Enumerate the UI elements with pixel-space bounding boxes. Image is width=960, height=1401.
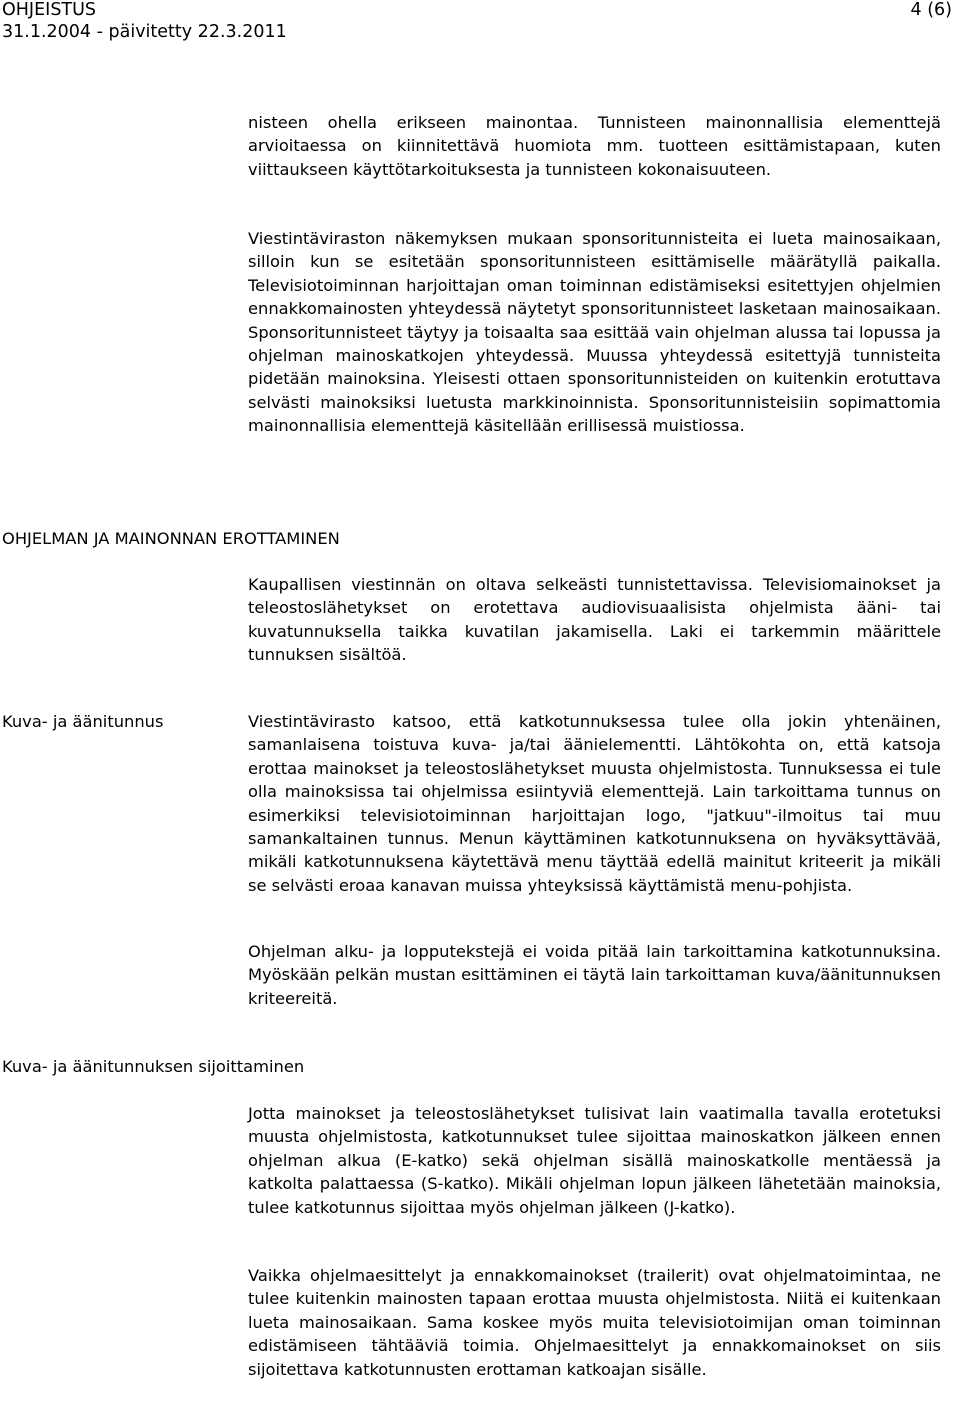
page-number: 4 (6): [910, 0, 952, 20]
paragraph-sponsoritunnisteet: Viestintäviraston näkemyksen mukaan sponsoritunnisteita ei lueta mainosaikaan, silloin kun se esitetään sponsoritunnisteen esittämiselle määrätyllä paikalla. Televisiotoiminnan harjoittajan oman toiminnan edistämiseksi esitettyjen ohjelmien ennakkomainosten yhteydessä näytetyt sponsoritunnisteet lasketaan mainosaikaan. Sponsoritunnisteet täytyy ja toisaalta saa esittää vain ohjelman alussa tai lopussa ja ohjelman mainoskatkojen yhteydessä. Muussa yhteydessä esitettyjä tunnisteita pidetään mainoksina. Yleisesti ottaen sponsoritunnisteiden on kuitenkin erotuttava selvästi mainoksiksi luetusta markkinoinnista. Sponsoritunnisteisiin sopimattomia mainonnallisia elementtejä käsitellään erillisessä muistiossa.: [248, 229, 941, 436]
paragraph-katkotunnus: Viestintävirasto katsoo, että katkotunnuksessa tulee olla jokin yhtenäinen, samanlaisena toistuva kuva- ja/tai äänielementti. Lähtökohta on, että katsoja erottaa mainokset ja teleostoslähetykset muusta ohjelmistosta. Tunnuksessa ei tule olla mainoksissa tai ohjelmissa esiintyviä elementtejä. Lain tarkoittama tunnus on esimerkiksi televisiotoiminnan harjoittajan logo, "jatkuu"-ilmoitus tai muu samankaltainen tunnus. Menun käyttäminen katkotunnuksena on hyväksyttävää, mikäli katkotunnuksena käytettävä menu täyttää edellä mainitut kriteerit ja mikäli se selvästi eroaa kanavan muissa yhteyksissä käyttämistä menu-pohjista.: [248, 712, 941, 895]
paragraph-alku-lopputekstit: Ohjelman alku- ja lopputekstejä ei voida pitää lain tarkoittamina katkotunnuksina. Myöskään pelkän mustan esittäminen ei täytä lain tarkoittaman kuva/äänitunnuksen kriteereitä.: [248, 942, 941, 1008]
subheading-sijoittaminen: Kuva- ja äänitunnuksen sijoittaminen: [2, 1057, 305, 1076]
document-title: OHJEISTUS: [2, 0, 97, 20]
paragraph-kaupallinen-viestinta: Kaupallisen viestinnän on oltava selkeästi tunnistettavissa. Televisiomainokset ja teleostoslähetykset on erotettava audiovisuaalisista ohjelmista ääni- tai kuvatunnuksella taikka kuvatilan jakamisella. Laki ei tarkemmin määrittele tunnuksen sisältöä.: [248, 575, 941, 665]
paragraph-tunnisteen-mainonta: nisteen ohella erikseen mainontaa. Tunnisteen mainonnallisia elementtejä arvioitaessa on kiinnitettävä huomiota mm. tuotteen esittämistapaan, kuten viittaukseen käyttötarkoituksesta ja tunnisteen kokonaisuuteen.: [248, 113, 941, 179]
paragraph-ohjelmaesittelyt: Vaikka ohjelmaesittelyt ja ennakkomainokset (trailerit) ovat ohjelmatoimintaa, ne tulee kuitenkin mainosten tapaan erottaa muusta ohjelmistosta. Niitä ei kuitenkaan lueta mainosaikaan. Sama koskee myös muita televisiotoimijan oman toiminnan edistämiseen tähtääviä toimia. Ohjelmaesittelyt ja ennakkomainokset on siis sijoitettava katkotunnusten erottaman katkoajan sisälle.: [248, 1266, 941, 1379]
document-date: 31.1.2004 - päivitetty 22.3.2011: [2, 22, 287, 42]
subheading-kuva-aanitunnus: Kuva- ja äänitunnus: [2, 712, 164, 731]
paragraph-katkojen-sijoittaminen: Jotta mainokset ja teleostoslähetykset tulisivat lain vaatimalla tavalla erotetuksi muusta ohjelmistosta, katkotunnukset tulee sijoittaa mainoskatkon jälkeen ennen ohjelman alkua (E-katko) sekä ohjelman sisällä mainoskatkolle mentäessä ja katkolta palattaessa (S-katko). Mikäli ohjelman lopun jälkeen lähetetään mainoksia, tulee katkotunnus sijoittaa myös ohjelman jälkeen (J-katko).: [248, 1104, 941, 1217]
section-heading: OHJELMAN JA MAINONNAN EROTTAMINEN: [2, 529, 340, 548]
